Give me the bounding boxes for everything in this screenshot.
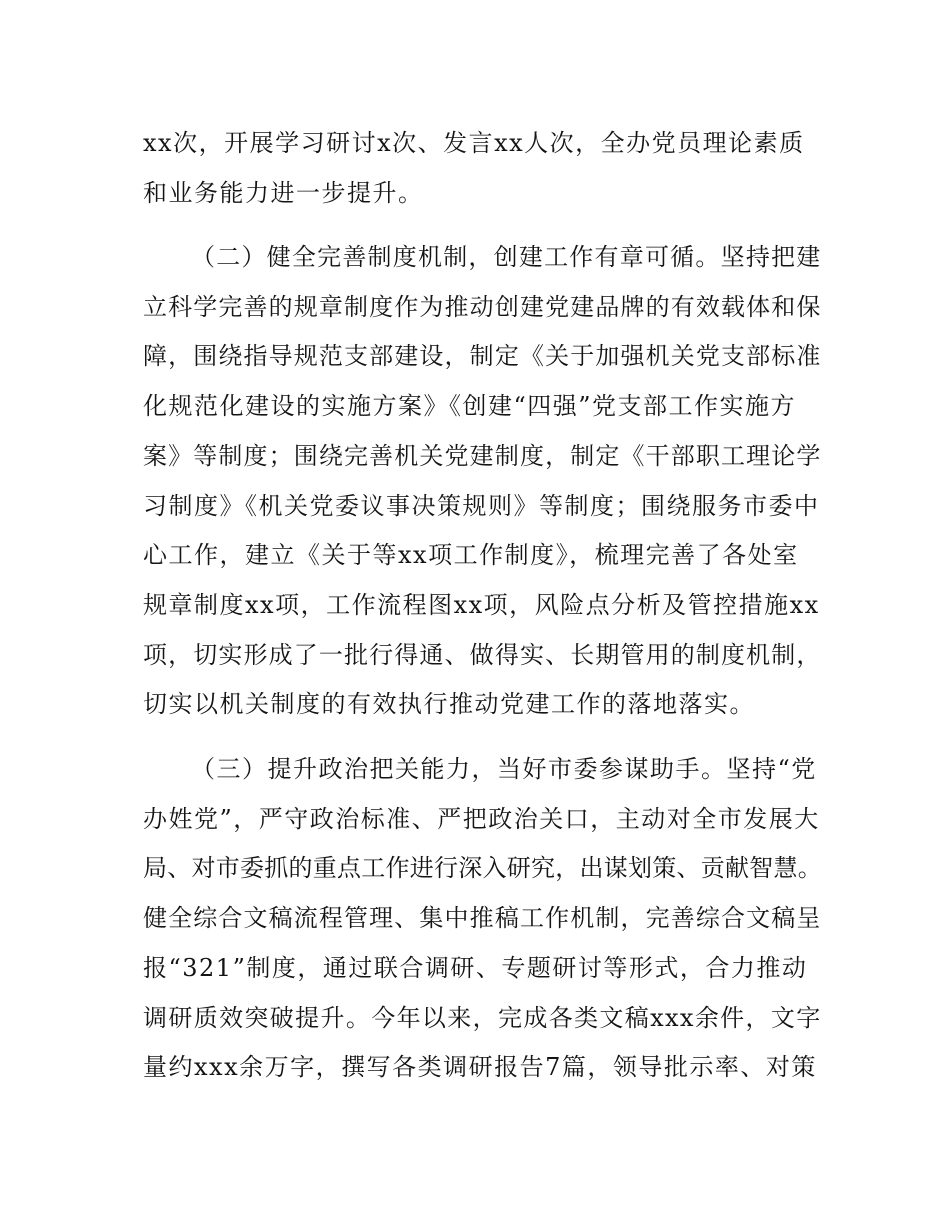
paragraph-3-line-6: 调研质效突破提升。今年以来，完成各类文稿xxx余件，文字 [143, 1004, 822, 1032]
paragraph-3-line-3: 局、对市委抓的重点工作进行深入研究，出谋划策、贡献智慧。 [143, 854, 822, 882]
paragraph-2-line-7: 心工作，建立《关于等xx项工作制度》，梳理完善了各处室 [143, 541, 799, 569]
paragraph-2-line-6: 习制度》《机关党委议事决策规则》等制度；围绕服务市委中 [143, 492, 820, 520]
paragraph-2-line-9: 项，切实形成了一批行得通、做得实、长期管用的制度机制， [143, 641, 822, 669]
paragraph-2-line-2: 立科学完善的规章制度作为推动创建党建品牌的有效载体和保 [143, 293, 822, 321]
paragraph-2-line-8: 规章制度xx项，工作流程图xx项，风险点分析及管控措施xx [143, 591, 820, 619]
paragraph-2-line-10: 切实以机关制度的有效执行推动党建工作的落地落实。 [143, 690, 755, 718]
paragraph-3-line-5: 报“321”制度，通过联合调研、专题研讨等形式，合力推动 [143, 954, 808, 982]
paragraph-3-line-1: （三）提升政治把关能力，当好市委参谋助手。坚持“党 [191, 755, 817, 783]
paragraph-3-line-2: 办姓党”，严守政治标准、严把政治关口，主动对全市发展大 [143, 805, 820, 833]
paragraph-2-line-5: 案》等制度；围绕完善机关党建制度，制定《干部职工理论学 [143, 442, 822, 470]
paragraph-2-line-3: 障，围绕指导规范支部建设，制定《关于加强机关党支部标准 [143, 342, 822, 370]
paragraph-3-line-4: 健全综合文稿流程管理、集中推稿工作机制，完善综合文稿呈 [143, 904, 822, 932]
paragraph-1-line-1: xx次，开展学习研讨x次、发言xx人次，全办党员理论素质 [143, 129, 805, 157]
paragraph-2-line-4: 化规范化建设的实施方案》《创建“四强”党支部工作实施方 [143, 392, 797, 420]
paragraph-2-line-1: （二）健全完善制度机制，创建工作有章可循。坚持把建 [191, 243, 822, 271]
paragraph-3-line-7: 量约xxx余万字，撰写各类调研报告7篇，领导批示率、对策 [143, 1053, 817, 1081]
paragraph-1-line-2: 和业务能力进一步提升。 [143, 179, 424, 207]
